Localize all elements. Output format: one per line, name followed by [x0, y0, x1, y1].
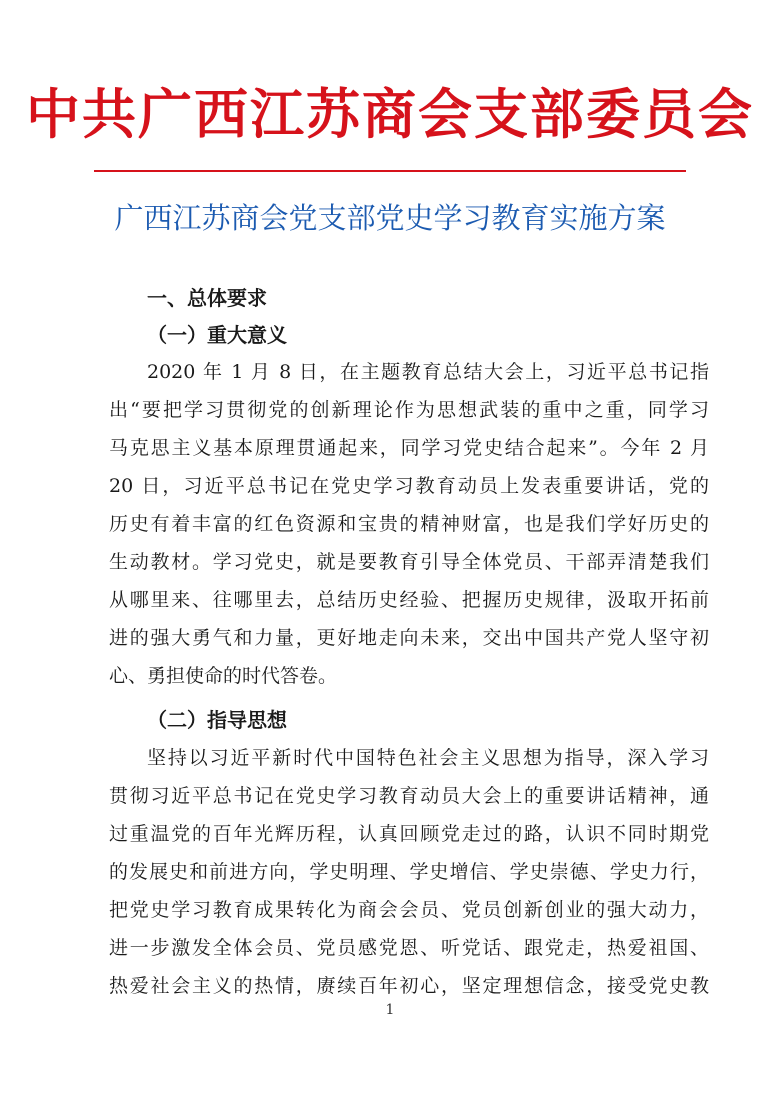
- subsection-heading-guiding-ideology: （二）指导思想: [147, 708, 287, 732]
- paragraph-line: 坚持以习近平新时代中国特色社会主义思想为指导，深入学习: [147, 747, 709, 769]
- paragraph-line: 过重温党的百年光辉历程，认真回顾党走过的路，认识不同时期党: [109, 823, 709, 845]
- paragraph-line: 进的强大勇气和力量，更好地走向未来，交出中国共产党人坚守初: [109, 627, 709, 649]
- section-heading-general-requirements: 一、总体要求: [147, 286, 267, 310]
- organization-title: 中共广西江苏商会支部委员会: [26, 83, 754, 146]
- document-title: 广西江苏商会党支部党史学习教育实施方案: [114, 201, 666, 235]
- paragraph-line: 从哪里来、往哪里去，总结历史经验、把握历史规律，汲取开拓前: [109, 589, 709, 611]
- paragraph-line: 进一步激发全体会员、党员感党恩、听党话、跟党走，热爱祖国、: [109, 937, 709, 959]
- paragraph-line: 心、勇担使命的时代答卷。: [109, 665, 338, 687]
- page-number: 1: [385, 1002, 395, 1018]
- paragraph-line: 马克思主义基本原理贯通起来，同学习党史结合起来”。今年 2 月: [109, 437, 709, 459]
- paragraph-line: 把党史学习教育成果转化为商会会员、党员创新创业的强大动力，: [109, 899, 709, 921]
- paragraph-line: 热爱社会主义的热情，赓续百年初心，坚定理想信念，接受党史教: [109, 975, 709, 997]
- paragraph-line: 2020 年 1 月 8 日，在主题教育总结大会上，习近平总书记指: [147, 361, 709, 383]
- paragraph-line: 历史有着丰富的红色资源和宝贵的精神财富，也是我们学好历史的: [109, 513, 709, 535]
- paragraph-line: 贯彻习近平总书记在党史学习教育动员大会上的重要讲话精神，通: [109, 785, 709, 807]
- subsection-heading-significance: （一）重大意义: [147, 323, 287, 347]
- paragraph-line: 20 日，习近平总书记在党史学习教育动员上发表重要讲话，党的: [109, 475, 709, 497]
- paragraph-line: 出“要把学习贯彻党的创新理论作为思想武装的重中之重，同学习: [109, 399, 709, 421]
- red-divider-line: [94, 170, 686, 172]
- paragraph-line: 生动教材。学习党史，就是要教育引导全体党员、干部弄清楚我们: [109, 551, 709, 573]
- paragraph-line: 的发展史和前进方向，学史明理、学史增信、学史崇德、学史力行，: [109, 861, 709, 883]
